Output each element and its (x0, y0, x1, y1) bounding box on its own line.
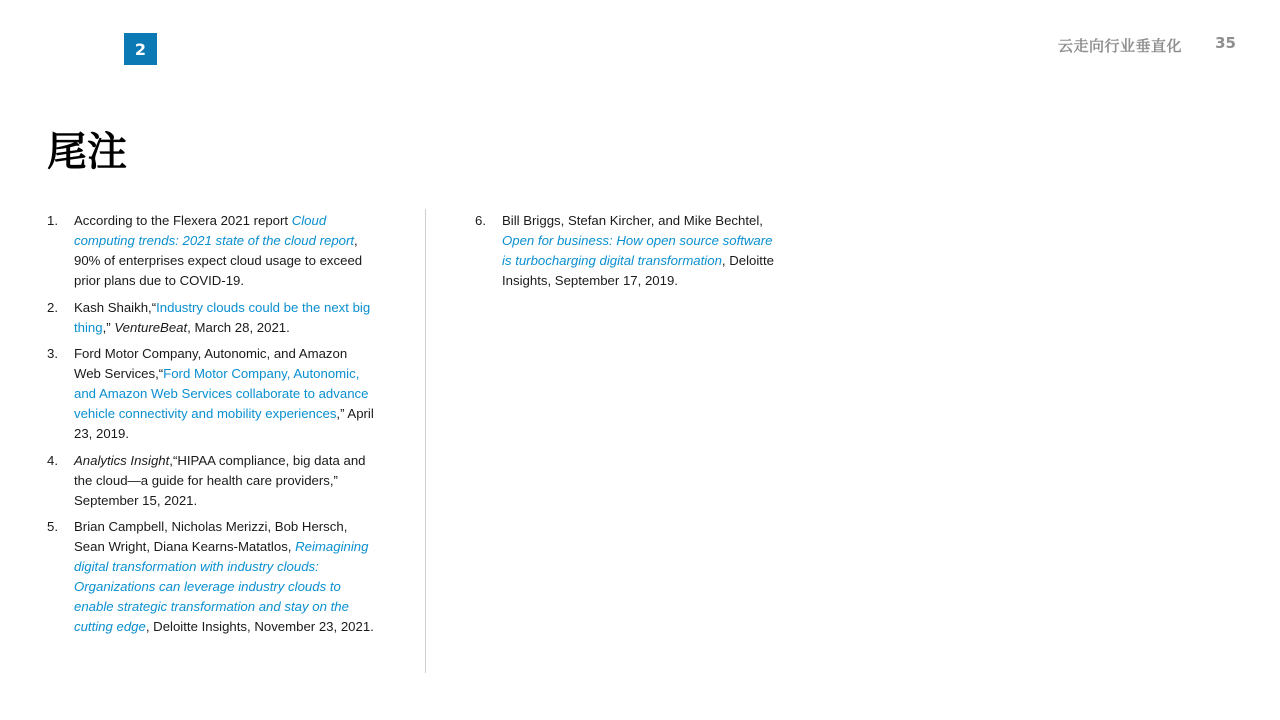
section-title: 云走向行业垂直化 (1057, 37, 1182, 55)
footnote-number: 3. (47, 346, 58, 362)
footnote-number: 1. (47, 213, 58, 228)
column-divider (425, 209, 426, 673)
footnote-publication: Analytics Insight (74, 452, 170, 468)
footnote-1 (47, 211, 377, 291)
footnote-text: ,“HIPAA compliance, big data and the cloud—a guide for health care providers,” September 15, 2021. (74, 452, 366, 508)
footnote-link[interactable]: Reimagining digital transformation with industry clouds: Organizations can leverage industry clouds to enable strategic transformation and stay on the cutting edge (74, 539, 369, 635)
page-title: 尾注 (47, 129, 127, 175)
page-number: 35 (1215, 34, 1236, 52)
footnote-link[interactable]: Open for business: How open source software is turbocharging digital transformation (502, 233, 773, 268)
footnote-number: 6. (475, 213, 486, 228)
footnote-text: Brian Campbell, Nicholas Merizzi, Bob Hersch, Sean Wright, Diana Kearns-Matatlos, (74, 519, 348, 555)
footnote-2 (47, 298, 377, 338)
footnotes-column-right (475, 211, 785, 298)
footnote-text: , March 28, 2021. (187, 319, 290, 335)
footnote-text: According to the Flexera 2021 report (74, 213, 292, 228)
footnotes-column-left (47, 211, 377, 644)
footnote-4 (47, 451, 377, 511)
footnote-link[interactable]: Ford Motor Company, Autonomic, and Amazon Web Services collaborate to advance vehicle connectivity and mobility experiences (74, 366, 369, 422)
footnote-5 (47, 517, 377, 637)
footnote-text: ,” April 23, 2019. (74, 406, 374, 442)
footnote-link[interactable]: Cloud computing trends: 2021 state of the cloud report (74, 213, 355, 248)
footnote-publication: VentureBeat (114, 319, 188, 335)
footnote-text: , 90% of enterprises expect cloud usage to exceed prior plans due to COVID-19. (74, 233, 363, 288)
footnote-3 (47, 344, 377, 444)
footnote-text: , Deloitte Insights, September 17, 2019. (502, 253, 774, 288)
footnote-number: 2. (47, 299, 58, 315)
footnote-text: Kash Shaikh,“ (74, 299, 157, 315)
footnote-number: 5. (47, 519, 58, 535)
footnote-text: ,” (102, 319, 115, 335)
footnote-text: Bill Briggs, Stefan Kircher, and Mike Bechtel, (502, 213, 763, 228)
footnote-number: 4. (47, 452, 58, 468)
footnote-text: , Deloitte Insights, November 23, 2021. (145, 619, 374, 635)
footnote-text: Ford Motor Company, Autonomic, and Amazon Web Services,“ (74, 346, 348, 382)
chapter-badge: 2 (124, 33, 157, 65)
footnote-6 (475, 211, 785, 291)
footnote-link[interactable]: Industry clouds could be the next big thing (74, 299, 371, 335)
